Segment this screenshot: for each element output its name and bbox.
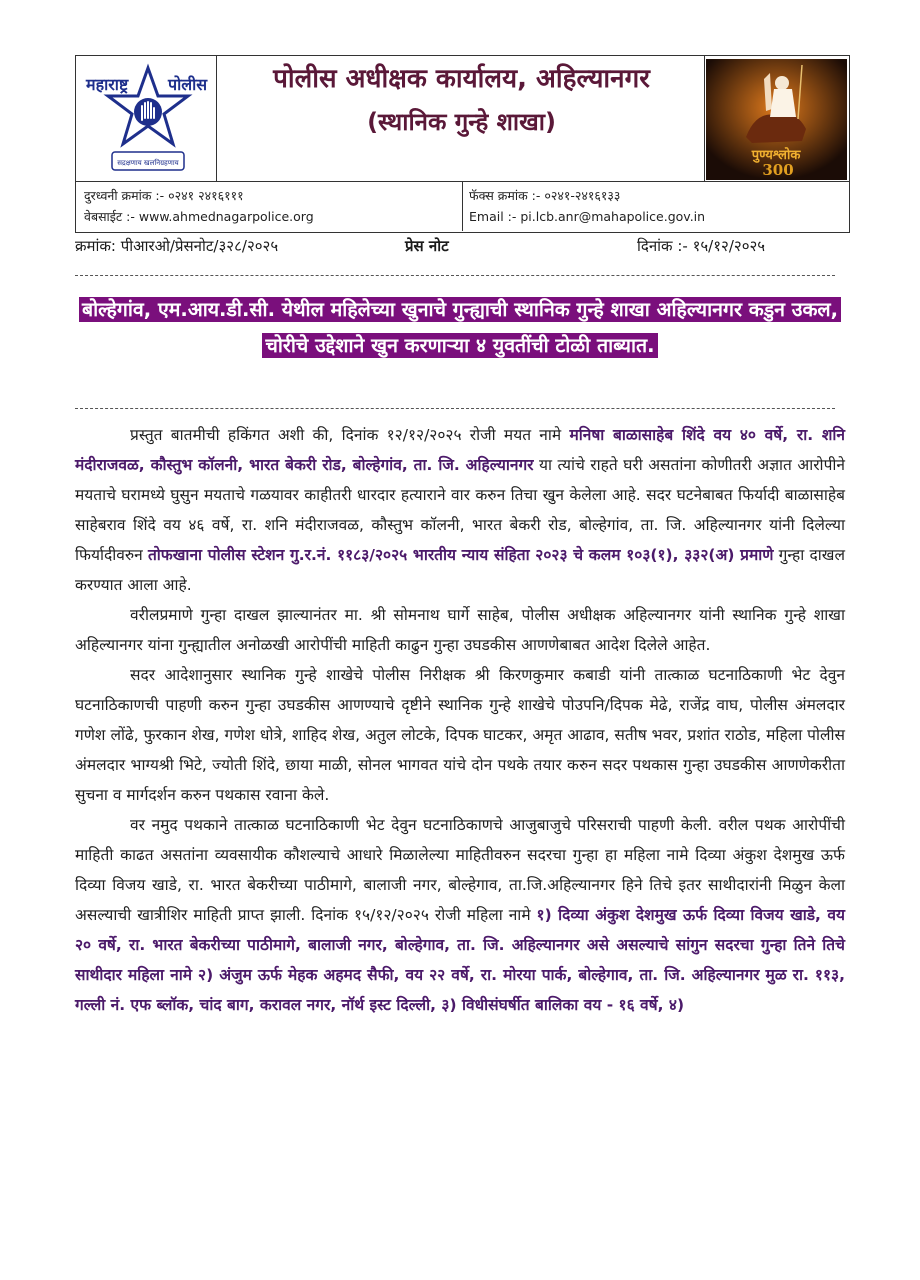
paragraph-3: सदर आदेशानुसार स्थानिक गुन्हे शाखेचे पोलीस निरीक्षक श्री किरणकुमार कबाडी यांनी तात्काळ घटनाठिकाणी भेट देवुन घटनाठिकाणची पाहणी करुन गुन्हा उघडकीस आणण्याचे दृष्टीने स्थानिक गुन्हे शाखेचे पोउपनि/दिपक मेढे, राजेंद्र वाघ, पोलीस अंमलदार गणेश लोंढे, फुरकान शेख, गणेश धोत्रे, शाहिद शेख, अतुल लोटके, दिपक घाटकर, अमृत आढाव, सतीष भवर, प्रशांत राठोड, महिला पोलीस अंमलदार भाग्यश्री भिटे, ज्योती शिंदे, छाया माळी, सोनल भागवत यांचे दोन पथके तयार करुन सदर पथकास गुन्हा उघडकीस आणणेकरीता सुचना व मार्गदर्शन करुन पथकास रवाना केले. xyxy=(75,666,845,804)
maharashtra-police-logo xyxy=(80,60,216,178)
fax-number: फॅक्स क्रमांक :- ०२४१-२४१६१३३ xyxy=(469,188,621,203)
reference-number: क्रमांक: पीआरओ/प्रेसनोट/३२८/२०२५ xyxy=(75,237,279,255)
logo-motto: सद्रक्षणाय खलनिग्रहणाय xyxy=(117,159,179,167)
headline-text: बोल्हेगांव, एम.आय.डी.सी. येथील महिलेच्या खुनाचे गुन्ह्याची स्थानिक गुन्हे शाखा अहिल्यानगर कडुन उकल, चोरीचे उद्देशाने खुन करणाऱ्या ४ युवतींची टोळी ताब्यात. xyxy=(79,297,841,358)
emblem-text: पुण्यश्लोक xyxy=(751,148,801,163)
press-note-body xyxy=(75,420,845,1020)
divider-bottom xyxy=(75,408,835,409)
accused-details: १) दिव्या अंकुश देशमुख ऊर्फ दिव्या विजय खाडे, वय २० वर्षे, रा. भारत बेकरीच्या पाठीमागे, बालाजी नगर, बोल्हेगाव, ता. जि. अहिल्यानगर असे असल्याचे सांगुन सदरचा गुन्हा तिने तिचे साथीदार महिला नामे २) अंजुम ऊर्फ मेहक अहमद सैफी, वय २२ वर्षे, रा. मोरया पार्क, बोल्हेगाव, ता. जि. अहिल्यानगर मुळ रा. ११३, गल्ली नं. एफ ब्लॉक, चांद बाग, करावल नगर, नॉर्थ इस्ट दिल्ली, ३) विधीसंघर्षीत बालिका वय - १६ वर्षे, ४) xyxy=(75,906,845,1014)
logo-text-left: महाराष्ट्र xyxy=(86,75,129,94)
case-details: तोफखाना पोलीस स्टेशन गु.र.नं. ११८३/२०२५ भारतीय न्याय संहिता २०२३ चे कलम १०३(१), ३३२(अ) प्रमाणे xyxy=(147,546,774,564)
letterhead xyxy=(75,55,850,233)
office-title: पोलीस अधीक्षक कार्यालय, अहिल्यानगर xyxy=(273,64,650,94)
website: वेबसाईट :- www.ahmednagarpolice.org xyxy=(84,209,314,224)
phone-number: दुरध्वनी क्रमांक :- ०२४१ २४१६१११ xyxy=(84,188,244,203)
victim-details: मनिषा बाळासाहेब शिंदे वय ४० वर्षे, रा. शनि मंदीराजवळ, कौस्तुभ कॉलनी, भारत बेकरी रोड, बोल्हेगांव, ता. जि. अहिल्यानगर xyxy=(75,426,845,474)
headline xyxy=(74,292,846,364)
ahilyadevi-emblem xyxy=(706,59,847,180)
paragraph-1: प्रस्तुत बातमीची हकिंगत अशी की, दिनांक १२/१२/२०२५ रोजी मयत नामे मनिषा बाळासाहेब शिंदे वय ४० वर्षे, रा. शनि मंदीराजवळ, कौस्तुभ कॉलनी, भारत बेकरी रोड, बोल्हेगांव, ता. जि. अहिल्यानगर या त्यांचे राहते घरी असतांना कोणीतरी अज्ञात आरोपीने मयताचे घरामध्ये घुसुन मयताचे गळयावर काहीतरी धारदार हत्याराने वार करुन तिचा खुन केलेला आहे. सदर घटनेबाबत फिर्यादी बाळासाहेब साहेबराव शिंदे वय ४६ वर्षे, रा. शनि मंदीराजवळ, कौस्तुभ कॉलनी, भारत बेकरी रोड, बोल्हेगांव, ता. जि. अहिल्यानगर यांनी दिलेल्या फिर्यादीवरुन तोफखाना पोलीस स्टेशन गु.र.नं. ११८३/२०२५ भारतीय न्याय संहिता २०२३ चे कलम १०३(१), ३३२(अ) प्रमाणे गुन्हा दाखल करण्यात आला आहे. xyxy=(75,426,845,594)
reference-date: दिनांक :- १५/१२/२०२५ xyxy=(637,237,766,255)
paragraph-2: वरीलप्रमाणे गुन्हा दाखल झाल्यानंतर मा. श्री सोमनाथ घार्गे साहेब, पोलीस अधीक्षक अहिल्यानगर यांनी स्थानिक गुन्हे शाखा अहिल्यानगर यांना गुन्ह्यातील अनोळखी आरोपींची माहिती काढुन गुन्हा उघडकीस आणणेबाबत आदेश दिलेले आहेत. xyxy=(75,606,845,654)
logo-text-right: पोलीस xyxy=(168,75,208,94)
paragraph-4: वर नमुद पथकाने तात्काळ घटनाठिकाणी भेट देवुन घटनाठिकाणचे आजुबाजुचे परिसराची पाहणी केली. वरील पथक आरोपींची माहिती काढत असतांना व्यवसायीक कौशल्याचे आधारे मिळालेल्या माहितीवरुन सदरचा गुन्हा हा महिला नामे दिव्या अंकुश देशमुख ऊर्फ दिव्या विजय खाडे, रा. भारत बेकरीच्या पाठीमागे, बालाजी नगर, बोल्हेगाव, ता.जि.अहिल्यानगर हिने तिचे इतर साथीदारांनी मिळुन केला असल्याची खात्रीशिर माहिती प्राप्त झाली. दिनांक १५/१२/२०२५ रोजी महिला नामे १) दिव्या अंकुश देशमुख ऊर्फ दिव्या विजय खाडे, वय २० वर्षे, रा. भारत बेकरीच्या पाठीमागे, बालाजी नगर, बोल्हेगाव, ता. जि. अहिल्यानगर असे असल्याचे सांगुन सदरचा गुन्हा तिने तिचे साथीदार महिला नामे २) अंजुम ऊर्फ मेहक अहमद सैफी, वय २२ वर्षे, रा. मोरया पार्क, बोल्हेगाव, ता. जि. अहिल्यानगर मुळ रा. ११३, गल्ली नं. एफ ब्लॉक, चांद बाग, करावल नगर, नॉर्थ इस्ट दिल्ली, ३) विधीसंघर्षीत बालिका वय - १६ वर्षे, ४) xyxy=(75,816,845,1014)
emblem-number: 300 xyxy=(762,161,794,179)
press-note-title: प्रेस नोट xyxy=(405,237,449,255)
reference-row xyxy=(75,236,850,260)
divider-top xyxy=(75,275,835,276)
email-address: Email :- pi.lcb.anr@mahapolice.gov.in xyxy=(469,209,706,224)
office-subtitle: (स्थानिक गुन्हे शाखा) xyxy=(367,108,556,136)
